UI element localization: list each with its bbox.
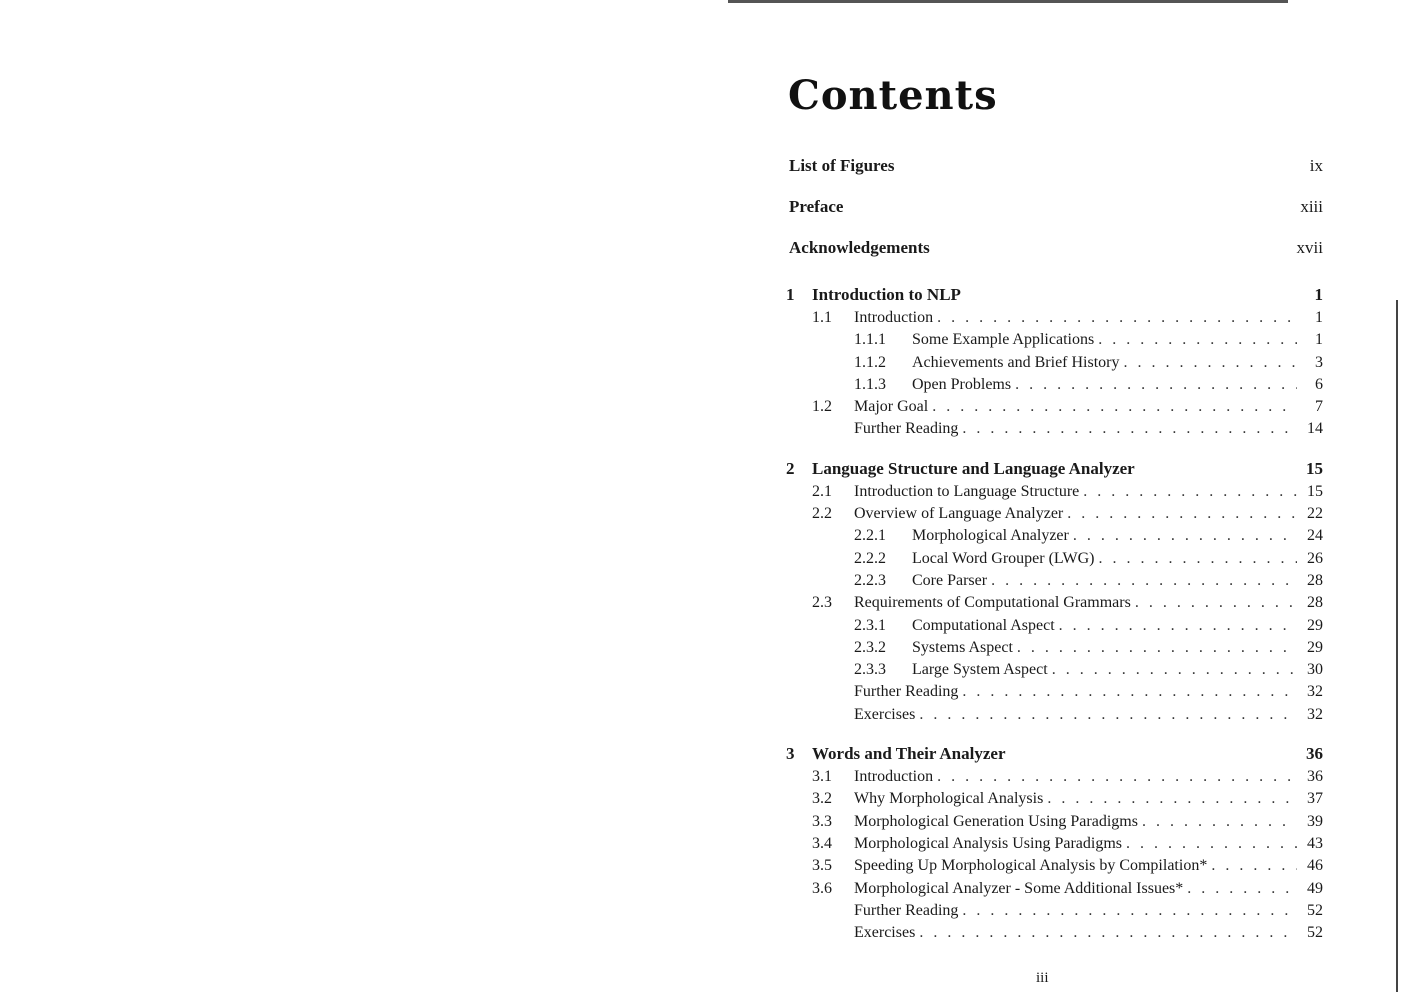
entry-title: Large System Aspect — [912, 661, 1048, 679]
dot-leader — [937, 768, 1297, 786]
dot-leader — [1052, 661, 1297, 679]
entry-number: 3.3 — [812, 812, 832, 830]
entry-title: Systems Aspect — [912, 638, 1013, 656]
entry-page: 28 — [1307, 594, 1323, 612]
entry-title: Requirements of Computational Grammars — [854, 594, 1131, 612]
entry-number: 1.1.2 — [854, 353, 886, 371]
entry-title: Exercises — [854, 924, 916, 942]
entry-number: 2.2.3 — [854, 571, 886, 589]
entry-title: Morphological Generation Using Paradigms — [854, 812, 1138, 830]
chapter-title: Language Structure and Language Analyzer — [812, 458, 1135, 478]
chapter-number: 2 — [786, 458, 795, 478]
entry-title: Further Reading — [854, 901, 959, 919]
entry-title: Computational Aspect — [912, 616, 1055, 634]
entry-number: 2.3.2 — [854, 638, 886, 656]
dot-leader — [1099, 550, 1298, 568]
chapter-heading[interactable] — [778, 459, 1323, 483]
toc-entry[interactable] — [778, 527, 1323, 549]
dot-leader — [932, 398, 1297, 416]
entry-title: Open Problems — [912, 375, 1012, 393]
page-number: iii — [1036, 970, 1049, 986]
dot-leader — [919, 924, 1297, 942]
entry-title: Overview of Language Analyzer — [854, 505, 1064, 523]
entry-page: 3 — [1315, 353, 1323, 371]
entry-number: 1.2 — [812, 398, 832, 416]
front-matter-item[interactable] — [789, 197, 1323, 238]
front-matter-title: Preface — [789, 197, 844, 216]
toc-entry[interactable] — [778, 617, 1323, 639]
chapter-block — [778, 744, 1323, 946]
entry-number: 2.3 — [812, 594, 832, 612]
entry-title: Morphological Analysis Using Paradigms — [854, 834, 1122, 852]
dot-leader — [991, 572, 1297, 590]
dot-leader — [1017, 639, 1297, 657]
chapter-number: 1 — [786, 285, 795, 304]
entry-page: 32 — [1307, 705, 1323, 723]
entry-page: 43 — [1307, 834, 1323, 852]
toc-entry[interactable] — [778, 483, 1323, 505]
chapter-heading[interactable] — [778, 744, 1323, 768]
entry-title: Local Word Grouper (LWG) — [912, 549, 1095, 567]
front-matter-page: ix — [1309, 156, 1323, 175]
entry-number: 2.3.1 — [854, 616, 886, 634]
toc-entry[interactable] — [778, 924, 1323, 946]
entry-title: Introduction — [854, 768, 934, 786]
entry-number: 3.4 — [812, 834, 832, 852]
chapter-block — [778, 459, 1323, 728]
entry-title: Major Goal — [854, 398, 929, 416]
dot-leader — [1126, 835, 1297, 853]
entry-number: 3.2 — [812, 790, 832, 808]
dot-leader — [1142, 813, 1297, 831]
dot-leader — [1124, 354, 1298, 372]
toc-entry[interactable] — [778, 309, 1323, 331]
entry-page: 39 — [1307, 812, 1323, 830]
entry-number: 3.6 — [812, 879, 832, 897]
toc-entry[interactable] — [778, 902, 1323, 924]
entry-page: 15 — [1307, 482, 1323, 500]
dot-leader — [1059, 617, 1297, 635]
entry-title: Achievements and Brief History — [912, 353, 1120, 371]
entry-page: 1 — [1315, 331, 1323, 349]
chapter-page: 1 — [1314, 285, 1323, 304]
toc-entry[interactable] — [778, 835, 1323, 857]
entry-title: Exercises — [854, 705, 916, 723]
contents-heading: Contents — [788, 72, 998, 119]
toc-entry[interactable] — [778, 420, 1323, 442]
entry-page: 26 — [1307, 549, 1323, 567]
toc-entry[interactable] — [778, 639, 1323, 661]
dot-leader — [1047, 790, 1297, 808]
chapter-title: Introduction to NLP — [812, 285, 961, 304]
entry-number: 2.2.1 — [854, 527, 886, 545]
dot-leader — [937, 309, 1297, 327]
entry-page: 30 — [1307, 661, 1323, 679]
entry-page: 29 — [1307, 638, 1323, 656]
entry-page: 49 — [1307, 879, 1323, 897]
chapter-list — [778, 285, 1323, 946]
dot-leader — [1073, 527, 1297, 545]
entry-number: 2.1 — [812, 482, 832, 500]
dot-leader — [1015, 376, 1297, 394]
table-of-contents — [778, 156, 1323, 962]
chapter-title: Words and Their Analyzer — [812, 744, 1006, 764]
entry-title: Morphological Analyzer - Some Additional Issues* — [854, 879, 1184, 897]
entry-title: Further Reading — [854, 683, 959, 701]
entry-page: 24 — [1307, 527, 1323, 545]
entry-page: 28 — [1307, 571, 1323, 589]
toc-entry[interactable] — [778, 505, 1323, 527]
entry-title: Core Parser — [912, 571, 988, 589]
scan-top-edge — [728, 0, 1288, 3]
toc-entry[interactable] — [778, 683, 1323, 705]
front-matter-title: List of Figures — [789, 156, 895, 175]
chapter-heading[interactable] — [778, 285, 1323, 309]
front-matter-item[interactable] — [789, 238, 1323, 279]
entry-number: 3.1 — [812, 768, 832, 786]
entry-number: 2.2.2 — [854, 549, 886, 567]
chapter-block — [778, 285, 1323, 443]
toc-entry[interactable] — [778, 857, 1323, 879]
toc-entry[interactable] — [778, 768, 1323, 790]
entry-number: 1.1.3 — [854, 375, 886, 393]
toc-entry[interactable] — [778, 572, 1323, 594]
toc-entry[interactable] — [778, 594, 1323, 616]
chapter-page: 15 — [1306, 458, 1323, 478]
entry-page: 7 — [1315, 398, 1323, 416]
entry-number: 3.5 — [812, 857, 832, 875]
entry-page: 52 — [1307, 924, 1323, 942]
dot-leader — [1135, 594, 1297, 612]
toc-entry[interactable] — [778, 376, 1323, 398]
entry-page: 29 — [1307, 616, 1323, 634]
dot-leader — [962, 420, 1297, 438]
entry-title: Introduction — [854, 309, 934, 326]
entry-number: 1.1 — [812, 309, 832, 326]
dot-leader — [1098, 331, 1297, 349]
entry-page: 37 — [1307, 790, 1323, 808]
entry-title: Further Reading — [854, 420, 959, 438]
chapter-number: 3 — [786, 744, 795, 764]
toc-entry[interactable] — [778, 813, 1323, 835]
toc-entry[interactable] — [778, 706, 1323, 728]
front-matter-page: xiii — [1300, 197, 1323, 216]
dot-leader — [1187, 880, 1297, 898]
entry-title: Why Morphological Analysis — [854, 790, 1044, 808]
front-matter-item[interactable] — [789, 156, 1323, 197]
front-matter-title: Acknowledgements — [789, 238, 930, 257]
dot-leader — [1067, 505, 1297, 523]
front-matter-page: xvii — [1296, 238, 1323, 257]
entry-number: 2.3.3 — [854, 661, 886, 679]
entry-page: 46 — [1307, 857, 1323, 875]
scan-right-edge — [1396, 300, 1398, 992]
toc-entry[interactable] — [778, 354, 1323, 376]
entry-page: 14 — [1307, 420, 1323, 438]
entry-page: 22 — [1307, 505, 1323, 523]
entry-number: 1.1.1 — [854, 331, 886, 349]
front-matter-list — [778, 156, 1323, 279]
entry-title: Morphological Analyzer — [912, 527, 1069, 545]
entry-number: 2.2 — [812, 505, 832, 523]
toc-entry[interactable] — [778, 398, 1323, 420]
entry-title: Speeding Up Morphological Analysis by Compilation* — [854, 857, 1208, 875]
toc-entry[interactable] — [778, 790, 1323, 812]
entry-title: Introduction to Language Structure — [854, 482, 1080, 500]
dot-leader — [1083, 483, 1297, 501]
toc-entry[interactable] — [778, 880, 1323, 902]
dot-leader — [1211, 857, 1297, 875]
toc-entry[interactable] — [778, 661, 1323, 683]
toc-entry[interactable] — [778, 550, 1323, 572]
entry-page: 32 — [1307, 683, 1323, 701]
dot-leader — [962, 902, 1297, 920]
entry-page: 36 — [1307, 768, 1323, 786]
entry-page: 52 — [1307, 901, 1323, 919]
entry-title: Some Example Applications — [912, 331, 1095, 349]
entry-page: 1 — [1315, 309, 1323, 326]
chapter-page: 36 — [1306, 744, 1323, 764]
dot-leader — [919, 706, 1297, 724]
entry-page: 6 — [1315, 375, 1323, 393]
dot-leader — [962, 683, 1297, 701]
toc-entry[interactable] — [778, 331, 1323, 353]
